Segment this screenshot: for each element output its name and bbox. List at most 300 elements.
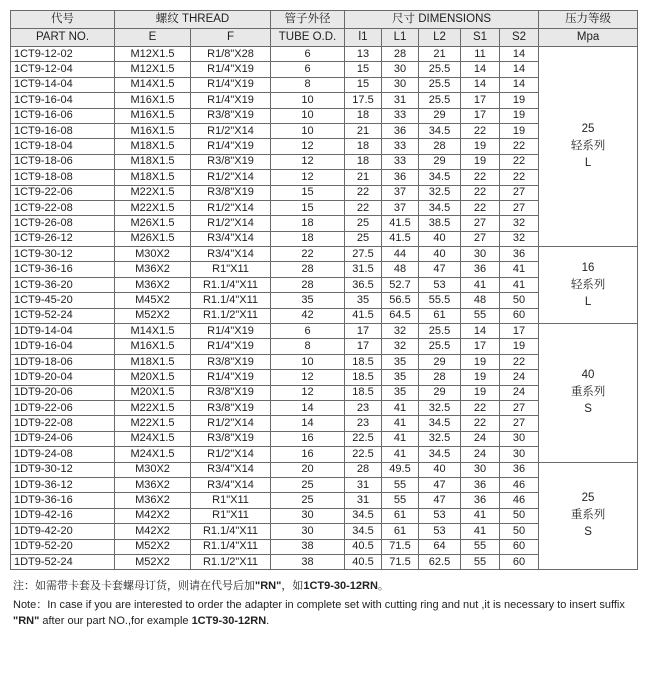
note-en-mid: after our part NO.,for example	[39, 615, 192, 628]
cell-thread-f: R1.1/4"X11	[191, 524, 271, 539]
cell-S1: 19	[461, 385, 500, 400]
cell-thread-e: M18X1.5	[115, 170, 191, 185]
cell-l1: 27.5	[345, 247, 382, 262]
cell-part-no: 1CT9-30-12	[11, 247, 115, 262]
cell-tube-od: 18	[271, 231, 345, 246]
header-e: E	[115, 29, 191, 47]
cell-S2: 27	[500, 185, 539, 200]
dimension-table	[10, 10, 638, 570]
cell-thread-f: R1/2"X14	[191, 123, 271, 138]
cell-l1: 18	[345, 108, 382, 123]
cell-thread-f: R1/2"X14	[191, 200, 271, 215]
cell-l1: 31	[345, 493, 382, 508]
cell-part-no: 1CT9-12-02	[11, 47, 115, 62]
cell-l1: 15	[345, 62, 382, 77]
cell-thread-f: R3/4"X14	[191, 477, 271, 492]
note-en-end: .	[266, 615, 270, 628]
cell-thread-e: M36X2	[115, 277, 191, 292]
cell-part-no: 1DT9-22-08	[11, 416, 115, 431]
cell-L2: 64	[419, 539, 461, 554]
cell-thread-e: M14X1.5	[115, 77, 191, 92]
cell-thread-f: R1.1/2"X11	[191, 554, 271, 569]
cell-tube-od: 6	[271, 62, 345, 77]
cell-thread-e: M20X1.5	[115, 370, 191, 385]
cell-S2: 27	[500, 416, 539, 431]
cell-S1: 22	[461, 170, 500, 185]
cell-part-no: 1CT9-36-16	[11, 262, 115, 277]
cell-L2: 55.5	[419, 293, 461, 308]
cell-thread-e: M14X1.5	[115, 324, 191, 339]
cell-L1: 33	[382, 108, 419, 123]
cell-S2: 41	[500, 262, 539, 277]
cell-part-no: 1DT9-36-12	[11, 477, 115, 492]
header-tube-en: TUBE O.D.	[271, 29, 345, 47]
cell-thread-e: M30X2	[115, 462, 191, 477]
cell-thread-f: R3/8"X19	[191, 354, 271, 369]
cell-L2: 34.5	[419, 170, 461, 185]
cell-L1: 41	[382, 447, 419, 462]
cell-l1: 40.5	[345, 554, 382, 569]
cell-thread-f: R1.1/4"X11	[191, 293, 271, 308]
cell-L1: 30	[382, 62, 419, 77]
cell-L2: 32.5	[419, 185, 461, 200]
pressure-line: 16	[581, 261, 595, 274]
cell-part-no: 1DT9-36-16	[11, 493, 115, 508]
cell-part-no: 1CT9-22-08	[11, 200, 115, 215]
cell-S1: 22	[461, 400, 500, 415]
cell-tube-od: 6	[271, 324, 345, 339]
cell-l1: 31.5	[345, 262, 382, 277]
cell-thread-f: R1/4"X19	[191, 339, 271, 354]
cell-L2: 32.5	[419, 400, 461, 415]
cell-S2: 36	[500, 462, 539, 477]
cell-S1: 41	[461, 508, 500, 523]
cell-L2: 62.5	[419, 554, 461, 569]
cell-part-no: 1CT9-18-06	[11, 154, 115, 169]
cell-l1: 22.5	[345, 447, 382, 462]
cell-thread-e: M22X1.5	[115, 185, 191, 200]
cell-thread-f: R3/4"X14	[191, 231, 271, 246]
header-tube-cn: 管子外径	[271, 11, 345, 29]
cell-l1: 22	[345, 200, 382, 215]
pressure-line: L	[584, 157, 592, 170]
table-row	[11, 247, 638, 262]
header-row-2	[11, 29, 638, 47]
cell-thread-f: R3/4"X14	[191, 462, 271, 477]
cell-tube-od: 30	[271, 508, 345, 523]
spec-sheet	[10, 10, 637, 632]
cell-S2: 50	[500, 508, 539, 523]
cell-S2: 46	[500, 493, 539, 508]
cell-thread-e: M24X1.5	[115, 431, 191, 446]
cell-L1: 37	[382, 200, 419, 215]
cell-S1: 36	[461, 477, 500, 492]
cell-part-no: 1CT9-18-04	[11, 139, 115, 154]
cell-L2: 53	[419, 508, 461, 523]
cell-tube-od: 14	[271, 416, 345, 431]
cell-thread-e: M18X1.5	[115, 354, 191, 369]
header-S2: S2	[500, 29, 539, 47]
cell-L2: 40	[419, 462, 461, 477]
header-L1: L1	[382, 29, 419, 47]
pressure-line: 轻系列	[570, 140, 606, 153]
cell-l1: 34.5	[345, 508, 382, 523]
cell-l1: 18.5	[345, 385, 382, 400]
cell-S1: 17	[461, 108, 500, 123]
cell-thread-e: M22X1.5	[115, 400, 191, 415]
cell-thread-e: M16X1.5	[115, 339, 191, 354]
cell-S2: 27	[500, 400, 539, 415]
cell-L1: 52.7	[382, 277, 419, 292]
cell-S2: 30	[500, 431, 539, 446]
cell-L2: 47	[419, 477, 461, 492]
cell-tube-od: 12	[271, 139, 345, 154]
cell-part-no: 1DT9-52-24	[11, 554, 115, 569]
cell-thread-e: M26X1.5	[115, 231, 191, 246]
cell-L2: 32.5	[419, 431, 461, 446]
table-row	[11, 462, 638, 477]
cell-S2: 36	[500, 247, 539, 262]
cell-l1: 35	[345, 293, 382, 308]
cell-L2: 47	[419, 262, 461, 277]
cell-S1: 36	[461, 493, 500, 508]
cell-l1: 22	[345, 185, 382, 200]
cell-S2: 19	[500, 123, 539, 138]
header-thread: 螺纹 THREAD	[115, 11, 271, 29]
note-cn-mid: ，如	[281, 580, 304, 593]
cell-thread-f: R1/8"X28	[191, 47, 271, 62]
header-pressure-en: Mpa	[539, 29, 638, 47]
cell-S1: 24	[461, 431, 500, 446]
cell-S1: 55	[461, 308, 500, 323]
cell-l1: 18.5	[345, 370, 382, 385]
cell-tube-od: 18	[271, 216, 345, 231]
pressure-line: S	[584, 526, 592, 539]
cell-S1: 27	[461, 216, 500, 231]
cell-l1: 23	[345, 416, 382, 431]
pressure-line: 40	[581, 369, 595, 382]
note-cn-text: 注：如需带卡套及卡套螺母订货，则请在代号后加	[13, 580, 255, 593]
pressure-grade	[539, 324, 638, 463]
cell-S1: 55	[461, 539, 500, 554]
note-cn-end: 。	[377, 580, 389, 593]
pressure-line: L	[584, 295, 592, 308]
cell-thread-e: M52X2	[115, 554, 191, 569]
cell-part-no: 1DT9-24-06	[11, 431, 115, 446]
cell-L2: 40	[419, 231, 461, 246]
cell-thread-f: R1/4"X19	[191, 62, 271, 77]
cell-tube-od: 20	[271, 462, 345, 477]
cell-S1: 14	[461, 77, 500, 92]
cell-part-no: 1DT9-24-08	[11, 447, 115, 462]
cell-S2: 24	[500, 370, 539, 385]
cell-S1: 22	[461, 416, 500, 431]
cell-l1: 17	[345, 324, 382, 339]
cell-S2: 19	[500, 108, 539, 123]
cell-part-no: 1CT9-16-06	[11, 108, 115, 123]
cell-L1: 30	[382, 77, 419, 92]
cell-S2: 60	[500, 539, 539, 554]
note-cn	[13, 578, 637, 594]
cell-thread-f: R3/8"X19	[191, 385, 271, 400]
cell-tube-od: 38	[271, 554, 345, 569]
cell-S2: 19	[500, 339, 539, 354]
cell-tube-od: 8	[271, 339, 345, 354]
cell-thread-f: R1/2"X14	[191, 416, 271, 431]
cell-part-no: 1CT9-16-08	[11, 123, 115, 138]
cell-S1: 17	[461, 339, 500, 354]
note-en-suffix: "RN"	[13, 615, 40, 628]
cell-L1: 35	[382, 385, 419, 400]
cell-tube-od: 12	[271, 370, 345, 385]
cell-L2: 34.5	[419, 200, 461, 215]
cell-L1: 33	[382, 154, 419, 169]
pressure-grade	[539, 247, 638, 324]
cell-L1: 35	[382, 354, 419, 369]
cell-L1: 37	[382, 185, 419, 200]
cell-l1: 23	[345, 400, 382, 415]
cell-L2: 21	[419, 47, 461, 62]
cell-S1: 19	[461, 139, 500, 154]
cell-thread-f: R3/8"X19	[191, 108, 271, 123]
cell-thread-f: R3/8"X19	[191, 185, 271, 200]
cell-l1: 28	[345, 462, 382, 477]
cell-thread-e: M18X1.5	[115, 139, 191, 154]
cell-thread-e: M36X2	[115, 493, 191, 508]
cell-l1: 40.5	[345, 539, 382, 554]
note-en-example: 1CT9-30-12RN	[191, 615, 267, 628]
cell-tube-od: 8	[271, 77, 345, 92]
header-l1-lower: l1	[345, 29, 382, 47]
cell-S2: 14	[500, 47, 539, 62]
cell-l1: 21	[345, 123, 382, 138]
cell-L2: 34.5	[419, 416, 461, 431]
note-cn-example: 1CT9-30-12RN	[303, 580, 378, 593]
cell-S1: 30	[461, 247, 500, 262]
cell-thread-f: R3/8"X19	[191, 400, 271, 415]
cell-S1: 24	[461, 447, 500, 462]
cell-S1: 22	[461, 185, 500, 200]
cell-L2: 47	[419, 493, 461, 508]
cell-thread-f: R1.1/4"X11	[191, 277, 271, 292]
cell-S2: 19	[500, 93, 539, 108]
cell-S1: 48	[461, 293, 500, 308]
cell-tube-od: 12	[271, 154, 345, 169]
cell-part-no: 1DT9-52-20	[11, 539, 115, 554]
cell-l1: 13	[345, 47, 382, 62]
cell-part-no: 1DT9-18-06	[11, 354, 115, 369]
cell-L2: 34.5	[419, 447, 461, 462]
cell-tube-od: 6	[271, 47, 345, 62]
cell-thread-e: M16X1.5	[115, 93, 191, 108]
cell-tube-od: 10	[271, 93, 345, 108]
cell-thread-e: M52X2	[115, 539, 191, 554]
cell-S1: 41	[461, 524, 500, 539]
cell-L2: 25.5	[419, 339, 461, 354]
cell-S1: 14	[461, 324, 500, 339]
cell-L1: 31	[382, 93, 419, 108]
cell-L1: 41	[382, 416, 419, 431]
cell-thread-e: M16X1.5	[115, 108, 191, 123]
cell-S1: 55	[461, 554, 500, 569]
cell-L1: 48	[382, 262, 419, 277]
cell-part-no: 1DT9-20-06	[11, 385, 115, 400]
cell-thread-f: R1/2"X14	[191, 447, 271, 462]
header-dimensions: 尺寸 DIMENSIONS	[345, 11, 539, 29]
cell-tube-od: 35	[271, 293, 345, 308]
cell-thread-e: M24X1.5	[115, 447, 191, 462]
cell-S2: 46	[500, 477, 539, 492]
cell-L1: 41.5	[382, 231, 419, 246]
cell-S1: 22	[461, 200, 500, 215]
cell-S1: 19	[461, 154, 500, 169]
cell-L1: 36	[382, 123, 419, 138]
cell-L2: 61	[419, 308, 461, 323]
cell-l1: 25	[345, 216, 382, 231]
cell-L2: 38.5	[419, 216, 461, 231]
cell-tube-od: 38	[271, 539, 345, 554]
cell-thread-f: R1/2"X14	[191, 170, 271, 185]
cell-S2: 32	[500, 231, 539, 246]
cell-tube-od: 10	[271, 123, 345, 138]
table-row	[11, 324, 638, 339]
cell-L2: 29	[419, 354, 461, 369]
cell-L1: 56.5	[382, 293, 419, 308]
cell-L2: 25.5	[419, 324, 461, 339]
cell-part-no: 1CT9-26-08	[11, 216, 115, 231]
pressure-line: S	[584, 403, 592, 416]
cell-L2: 29	[419, 108, 461, 123]
cell-thread-f: R1/4"X19	[191, 324, 271, 339]
cell-part-no: 1CT9-16-04	[11, 93, 115, 108]
cell-l1: 17	[345, 339, 382, 354]
cell-L2: 40	[419, 247, 461, 262]
cell-tube-od: 42	[271, 308, 345, 323]
cell-thread-f: R1/4"X19	[191, 139, 271, 154]
cell-L1: 71.5	[382, 554, 419, 569]
cell-thread-f: R1/2"X14	[191, 216, 271, 231]
cell-L2: 25.5	[419, 77, 461, 92]
pressure-line: 轻系列	[570, 278, 606, 291]
cell-thread-e: M18X1.5	[115, 154, 191, 169]
pressure-grade	[539, 462, 638, 570]
cell-thread-e: M20X1.5	[115, 385, 191, 400]
cell-S2: 14	[500, 62, 539, 77]
cell-L1: 64.5	[382, 308, 419, 323]
cell-tube-od: 28	[271, 262, 345, 277]
cell-L2: 29	[419, 154, 461, 169]
cell-l1: 21	[345, 170, 382, 185]
cell-thread-f: R1/4"X19	[191, 77, 271, 92]
cell-S2: 50	[500, 293, 539, 308]
cell-thread-e: M16X1.5	[115, 123, 191, 138]
cell-S1: 17	[461, 93, 500, 108]
cell-L1: 61	[382, 508, 419, 523]
cell-tube-od: 15	[271, 185, 345, 200]
header-pressure-cn: 压力等级	[539, 11, 638, 29]
cell-part-no: 1DT9-14-04	[11, 324, 115, 339]
header-S1: S1	[461, 29, 500, 47]
cell-thread-e: M26X1.5	[115, 216, 191, 231]
cell-part-no: 1CT9-36-20	[11, 277, 115, 292]
header-part-en: PART NO.	[11, 29, 115, 47]
cell-thread-f: R1.1/4"X11	[191, 539, 271, 554]
cell-part-no: 1CT9-22-06	[11, 185, 115, 200]
cell-l1: 22.5	[345, 431, 382, 446]
cell-part-no: 1DT9-30-12	[11, 462, 115, 477]
pressure-grade	[539, 47, 638, 247]
cell-thread-f: R1"X11	[191, 493, 271, 508]
cell-thread-e: M42X2	[115, 508, 191, 523]
cell-S1: 22	[461, 123, 500, 138]
cell-L1: 61	[382, 524, 419, 539]
cell-S2: 14	[500, 77, 539, 92]
cell-L2: 28	[419, 139, 461, 154]
cell-S2: 22	[500, 154, 539, 169]
cell-S2: 60	[500, 554, 539, 569]
cell-L1: 35	[382, 370, 419, 385]
cell-S1: 30	[461, 462, 500, 477]
pressure-line: 25	[581, 492, 595, 505]
cell-thread-e: M30X2	[115, 247, 191, 262]
cell-thread-e: M42X2	[115, 524, 191, 539]
cell-l1: 34.5	[345, 524, 382, 539]
cell-S1: 27	[461, 231, 500, 246]
header-part-cn: 代号	[11, 11, 115, 29]
cell-part-no: 1CT9-26-12	[11, 231, 115, 246]
note-en-text: Note：In case if you are interested to order the adapter in complete set with cutting ring and nut ,it is necessary to insert suffix	[13, 599, 625, 612]
cell-S2: 22	[500, 139, 539, 154]
cell-tube-od: 10	[271, 108, 345, 123]
cell-S2: 41	[500, 277, 539, 292]
cell-thread-f: R3/4"X14	[191, 247, 271, 262]
cell-L1: 55	[382, 493, 419, 508]
cell-tube-od: 25	[271, 493, 345, 508]
cell-S1: 14	[461, 62, 500, 77]
cell-l1: 18	[345, 154, 382, 169]
cell-l1: 18	[345, 139, 382, 154]
cell-S2: 27	[500, 200, 539, 215]
cell-L1: 55	[382, 477, 419, 492]
cell-thread-e: M22X1.5	[115, 200, 191, 215]
header-L2: L2	[419, 29, 461, 47]
cell-l1: 25	[345, 231, 382, 246]
cell-thread-f: R1/4"X19	[191, 93, 271, 108]
cell-L2: 29	[419, 385, 461, 400]
cell-L1: 33	[382, 139, 419, 154]
cell-S1: 11	[461, 47, 500, 62]
cell-tube-od: 16	[271, 447, 345, 462]
cell-thread-f: R1/4"X19	[191, 370, 271, 385]
cell-S1: 19	[461, 370, 500, 385]
cell-part-no: 1DT9-22-06	[11, 400, 115, 415]
cell-part-no: 1DT9-42-20	[11, 524, 115, 539]
cell-l1: 15	[345, 77, 382, 92]
cell-thread-f: R3/8"X19	[191, 154, 271, 169]
cell-S2: 22	[500, 354, 539, 369]
cell-tube-od: 28	[271, 277, 345, 292]
cell-tube-od: 25	[271, 477, 345, 492]
cell-thread-e: M36X2	[115, 477, 191, 492]
cell-L2: 25.5	[419, 62, 461, 77]
cell-L2: 34.5	[419, 123, 461, 138]
cell-tube-od: 12	[271, 170, 345, 185]
cell-S1: 19	[461, 354, 500, 369]
pressure-line: 重系列	[570, 386, 606, 399]
cell-S2: 32	[500, 216, 539, 231]
cell-L2: 25.5	[419, 93, 461, 108]
header-f: F	[191, 29, 271, 47]
